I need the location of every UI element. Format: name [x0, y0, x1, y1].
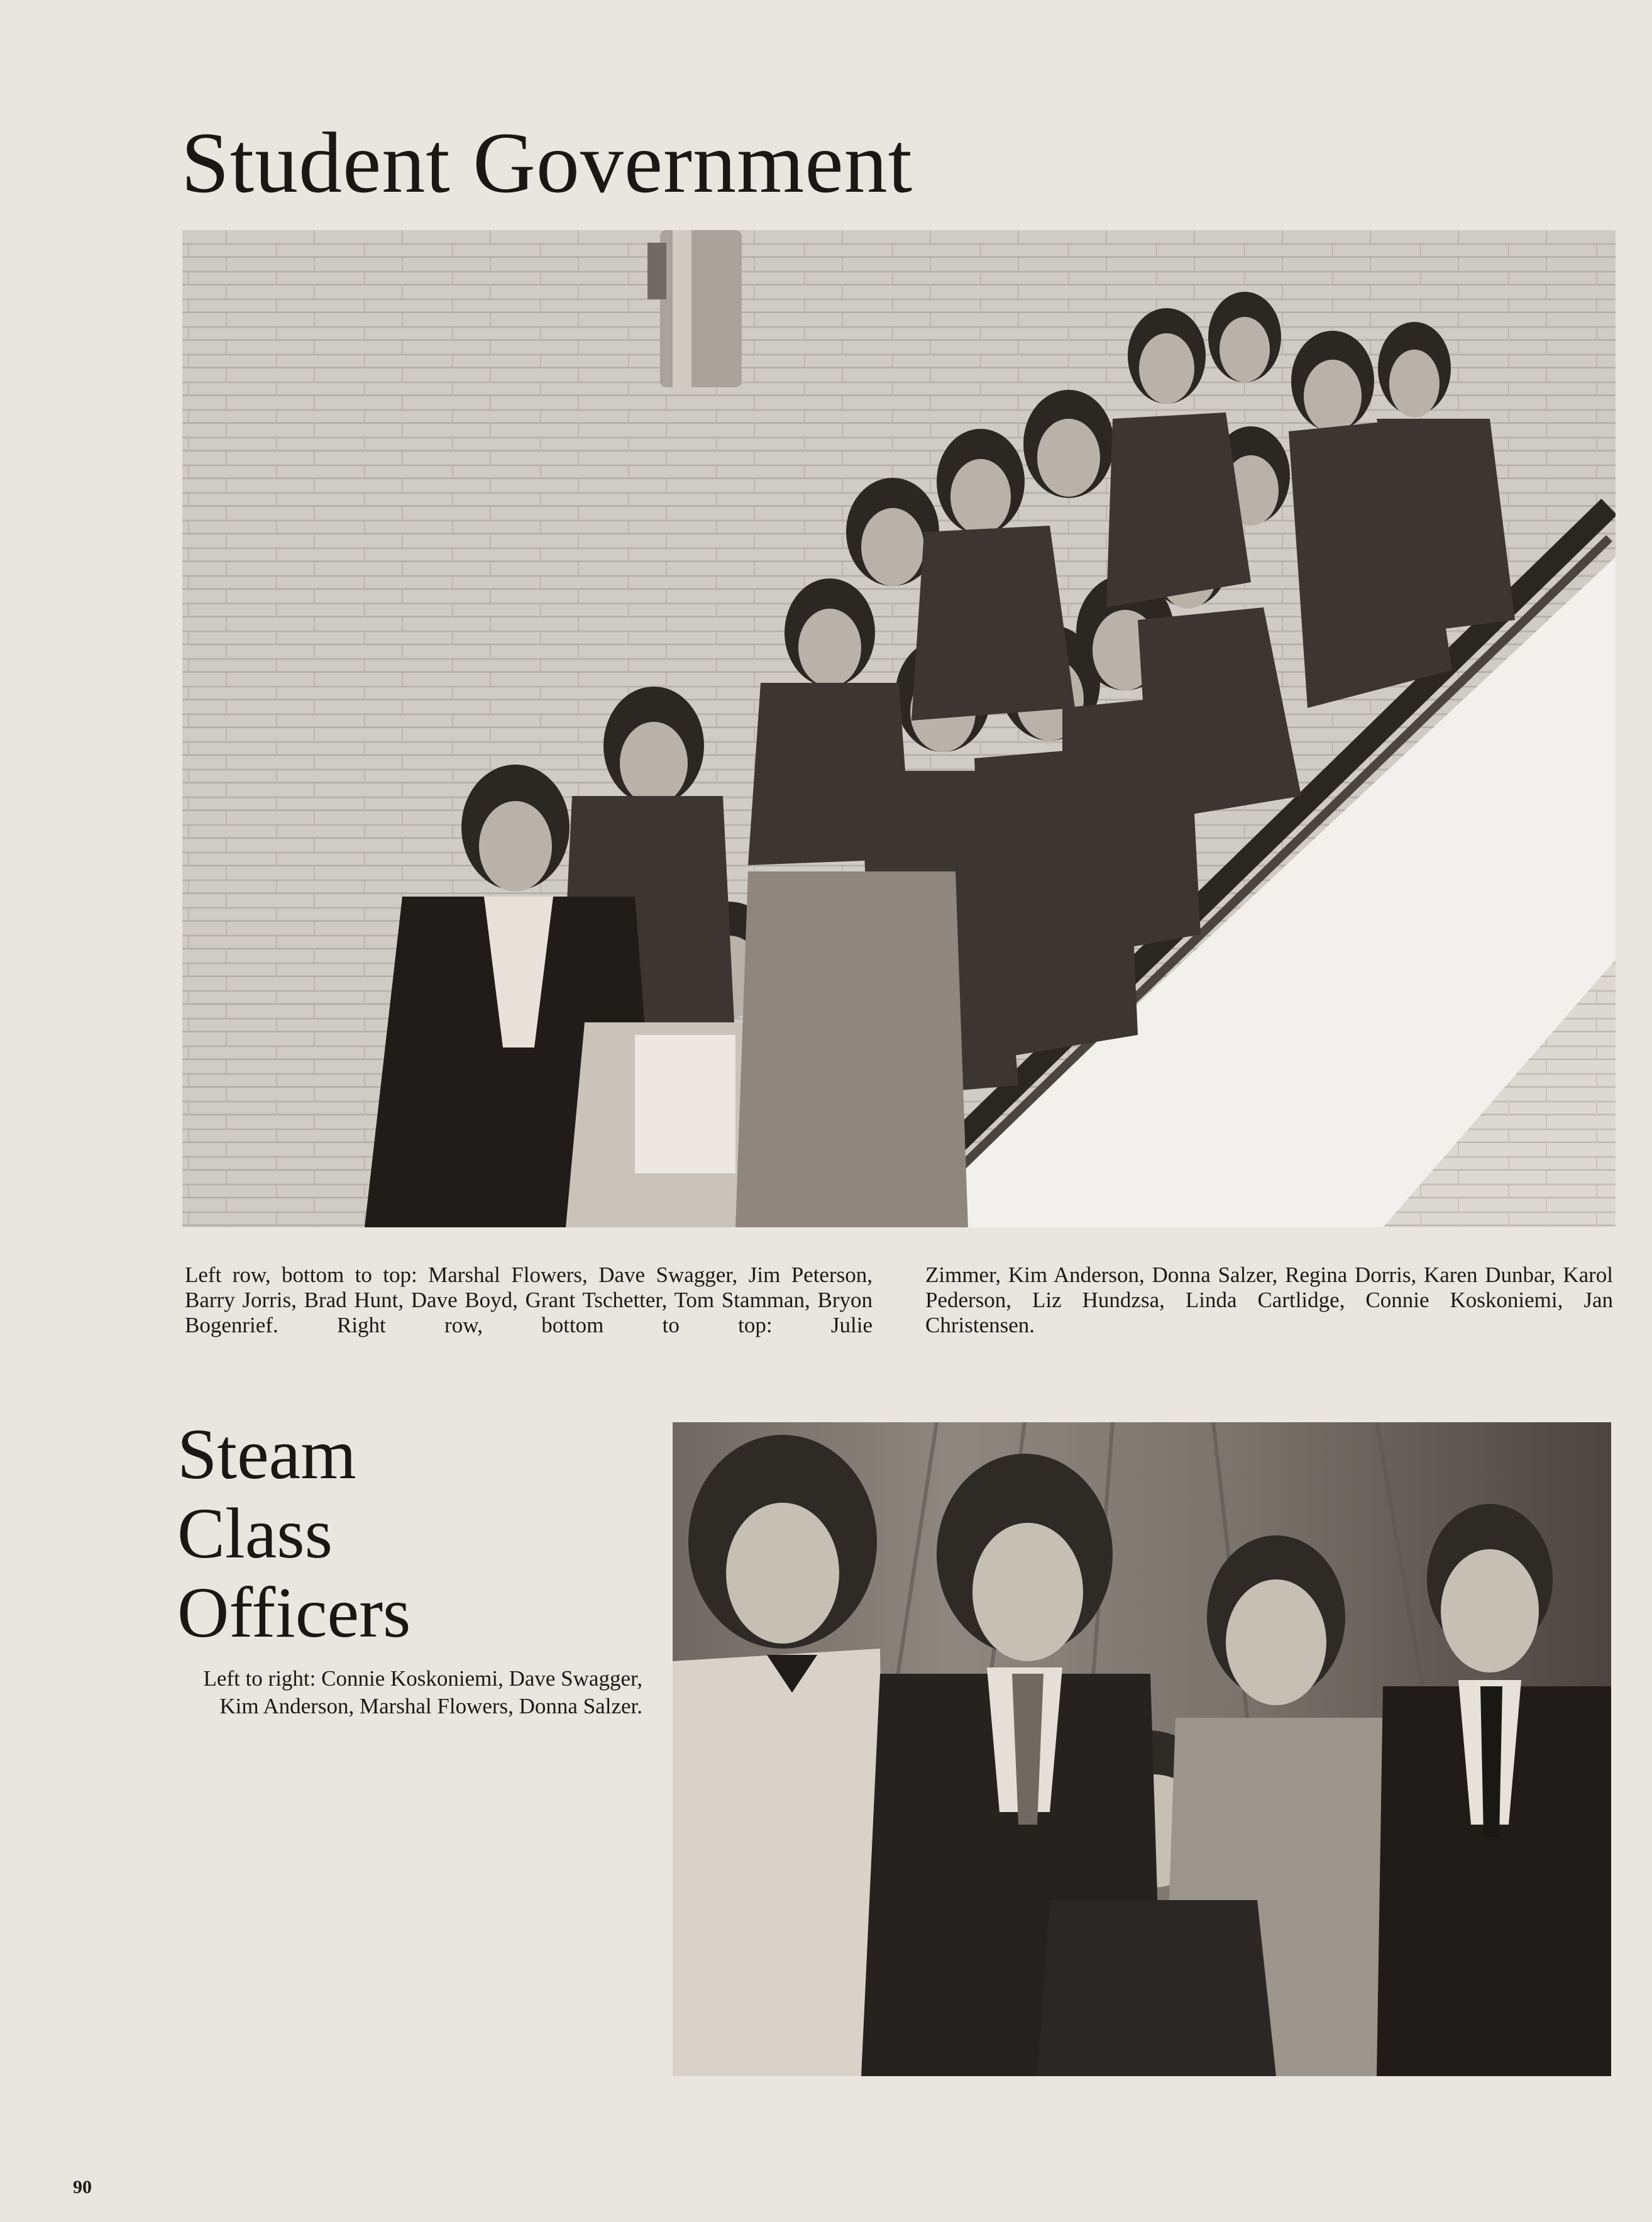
steam-class-officers-title	[177, 1415, 410, 1652]
steam-title-line-3: Officers	[177, 1573, 411, 1652]
student-government-caption-left: Left row, bottom to top: Marshal Flowers, Dave Swagger, Jim Peterson, Barry Jorris, Brad Hunt, Dave Boyd, Grant Tschetter, Tom Stamman, Bryon Bogenrief. Right row, bottom to top: Julie	[185, 1263, 873, 1337]
student-government-caption-right	[925, 1263, 1613, 1338]
student-government-caption-right-text: Zimmer, Kim Anderson, Donna Salzer, Regina Dorris, Karen Dunbar, Karol Pederson, Liz Hundzsa, Linda Cartlidge, Connie Koskoniemi, Jan Christensen.	[925, 1263, 1613, 1337]
student-government-photo	[182, 230, 1616, 1227]
page-title: Student Government	[181, 114, 913, 211]
steam-class-officers-caption: Left to right: Connie Koskoniemi, Dave Swagger, Kim Anderson, Marshal Flowers, Donna Salzer.	[203, 1666, 642, 1718]
steam-class-officers-photo	[673, 1422, 1611, 2076]
steam-title-line-1: Steam	[177, 1414, 356, 1494]
page-number: 90	[73, 2177, 92, 2197]
steam-title-line-2: Class	[177, 1493, 333, 1573]
